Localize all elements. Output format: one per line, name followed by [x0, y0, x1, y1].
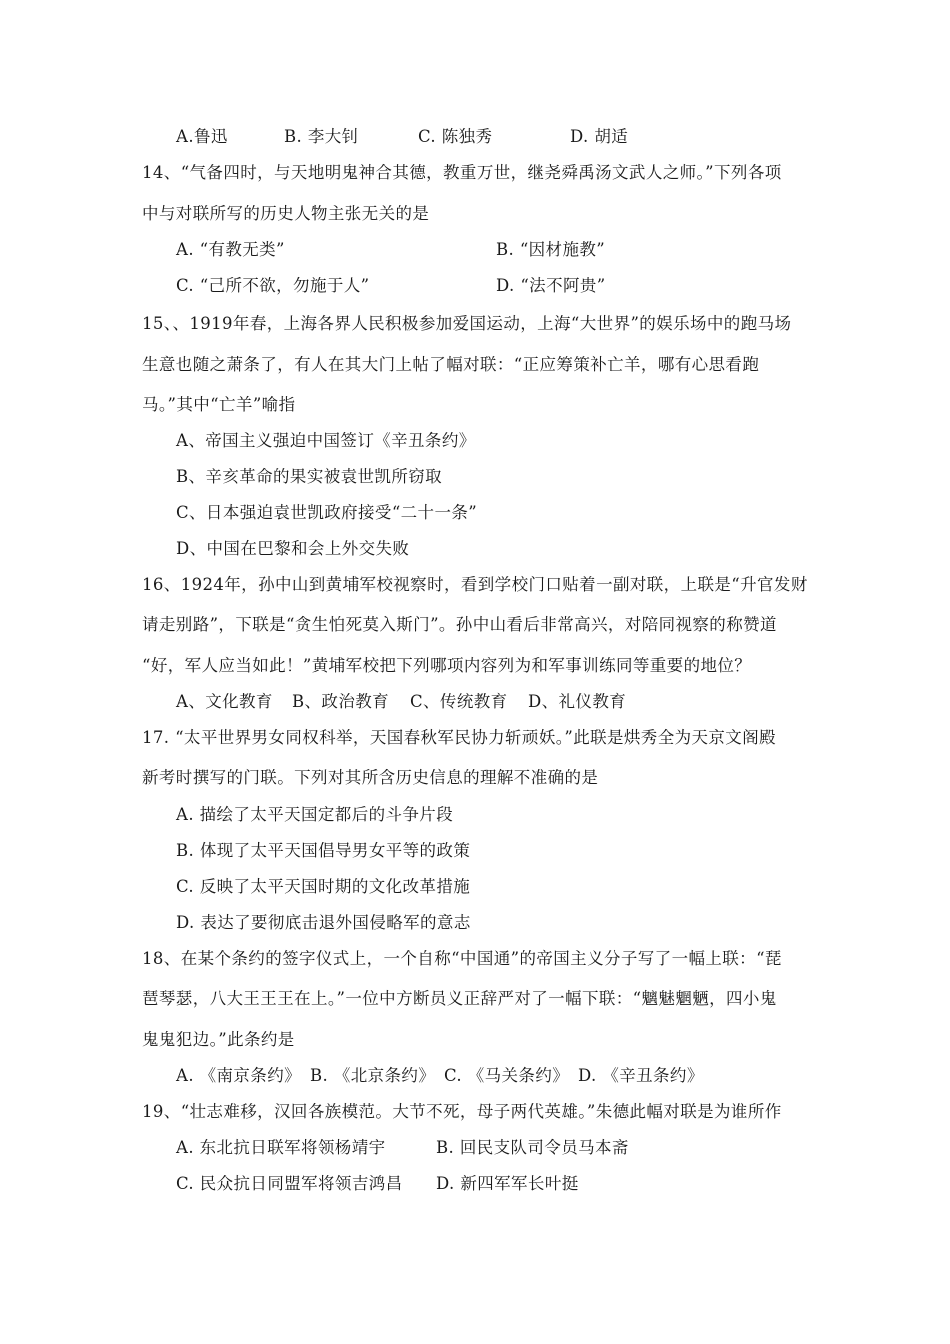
- q14-option-c: C. “己所不欲，勿施于人”: [176, 276, 370, 295]
- q14-option-a: A. “有教无类”: [176, 240, 285, 259]
- q13-option-d: D. 胡适: [570, 127, 629, 146]
- q16-stem-line3: “好，军人应当如此！”黄埔军校把下列哪项内容列为和军事训练同等重要的地位？: [142, 656, 752, 675]
- q13-option-a: A.鲁迅: [176, 127, 228, 146]
- q18-option-b: B. 《北京条约》: [310, 1066, 436, 1085]
- q15-option-a: A、帝国主义强迫中国签订《辛丑条约》: [176, 431, 476, 450]
- q15-option-d: D、中国在巴黎和会上外交失败: [176, 539, 410, 558]
- q15-stem-line2: 生意也随之萧条了，有人在其大门上帖了幅对联：“正应筹策补亡羊，哪有心思看跑: [142, 355, 760, 374]
- q18-stem-line3: 鬼鬼犯边。”此条约是: [142, 1030, 295, 1049]
- q13-options: [176, 126, 628, 148]
- q16-option-d: D、礼仪教育: [528, 692, 627, 711]
- q14-stem-line1: 14、“气备四时，与天地明鬼神合其德，教重万世，继尧舜禹汤文武人之师。”下列各项: [142, 163, 782, 182]
- q16-stem-line1: 16、1924年，孙中山到黄埔军校视察时，看到学校门口贴着一副对联，上联是“升官发财: [142, 575, 808, 594]
- q13-option-c: C. 陈独秀: [418, 127, 493, 146]
- q17-stem-line1: 17. “太平世界男女同权科举，天国春秋军民协力斩顽妖。”此联是烘秀全为天京文阁殿: [142, 728, 777, 747]
- q17-option-a: A. 描绘了太平天国定都后的斗争片段: [176, 805, 454, 824]
- q19-option-c: C. 民众抗日同盟军将领吉鸿昌: [176, 1174, 403, 1193]
- q18-stem-line1: 18、在某个条约的签字仪式上，一个自称“中国通”的帝国主义分子写了一幅上联：“琵: [142, 949, 782, 968]
- q17-option-d: D. 表达了要彻底击退外国侵略军的意志: [176, 913, 471, 932]
- q19-option-a: A. 东北抗日联军将领杨靖宇: [176, 1138, 386, 1157]
- q15-option-c: C、日本强迫袁世凯政府接受“二十一条”: [176, 503, 478, 522]
- q17-stem-line2: 新考时撰写的门联。下列对其所含历史信息的理解不准确的是: [142, 768, 599, 787]
- q19-option-d: D. 新四军军长叶挺: [436, 1174, 579, 1193]
- q17-option-c: C. 反映了太平天国时期的文化改革措施: [176, 877, 471, 896]
- q15-option-b: B、辛亥革命的果实被袁世凯所窃取: [176, 467, 443, 486]
- q15-stem-line3: 马。”其中“亡羊”喻指: [142, 395, 296, 414]
- q18-stem-line2: 琶琴瑟，八大王王王在上。”一位中方断员义正辞严对了一幅下联：“魑魅魍魉，四小鬼: [142, 989, 777, 1008]
- q18-option-a: A. 《南京条约》: [176, 1066, 302, 1085]
- q16-option-a: A、文化教育: [176, 692, 273, 711]
- q19-option-b: B. 回民支队司令员马本斋: [436, 1138, 629, 1157]
- q16-option-b: B、政治教育: [292, 692, 390, 711]
- q18-option-d: D. 《辛丑条约》: [578, 1066, 704, 1085]
- q18-options: [176, 1065, 704, 1087]
- q18-option-c: C. 《马关条约》: [444, 1066, 570, 1085]
- q17-option-b: B. 体现了太平天国倡导男女平等的政策: [176, 841, 471, 860]
- q16-stem-line2: 请走别路”，下联是“贪生怕死莫入斯门”。孙中山看后非常高兴，对陪同视察的称赞道: [142, 615, 777, 634]
- q14-option-b: B. “因材施教”: [496, 240, 606, 259]
- q19-stem-line1: 19、“壮志难移，汉回各族模范。大节不死，母子两代英雄。”朱德此幅对联是为谁所作: [142, 1102, 782, 1121]
- q14-stem-line2: 中与对联所写的历史人物主张无关的是: [142, 204, 430, 223]
- q13-option-b: B. 李大钊: [284, 127, 359, 146]
- q16-option-c: C、传统教育: [410, 692, 508, 711]
- q16-options: [176, 691, 626, 713]
- q15-stem-line1: 15、、1919年春，上海各界人民积极参加爱国运动，上海“大世界”的娱乐场中的跑马场: [142, 314, 792, 333]
- q14-option-d: D. “法不阿贵”: [496, 276, 606, 295]
